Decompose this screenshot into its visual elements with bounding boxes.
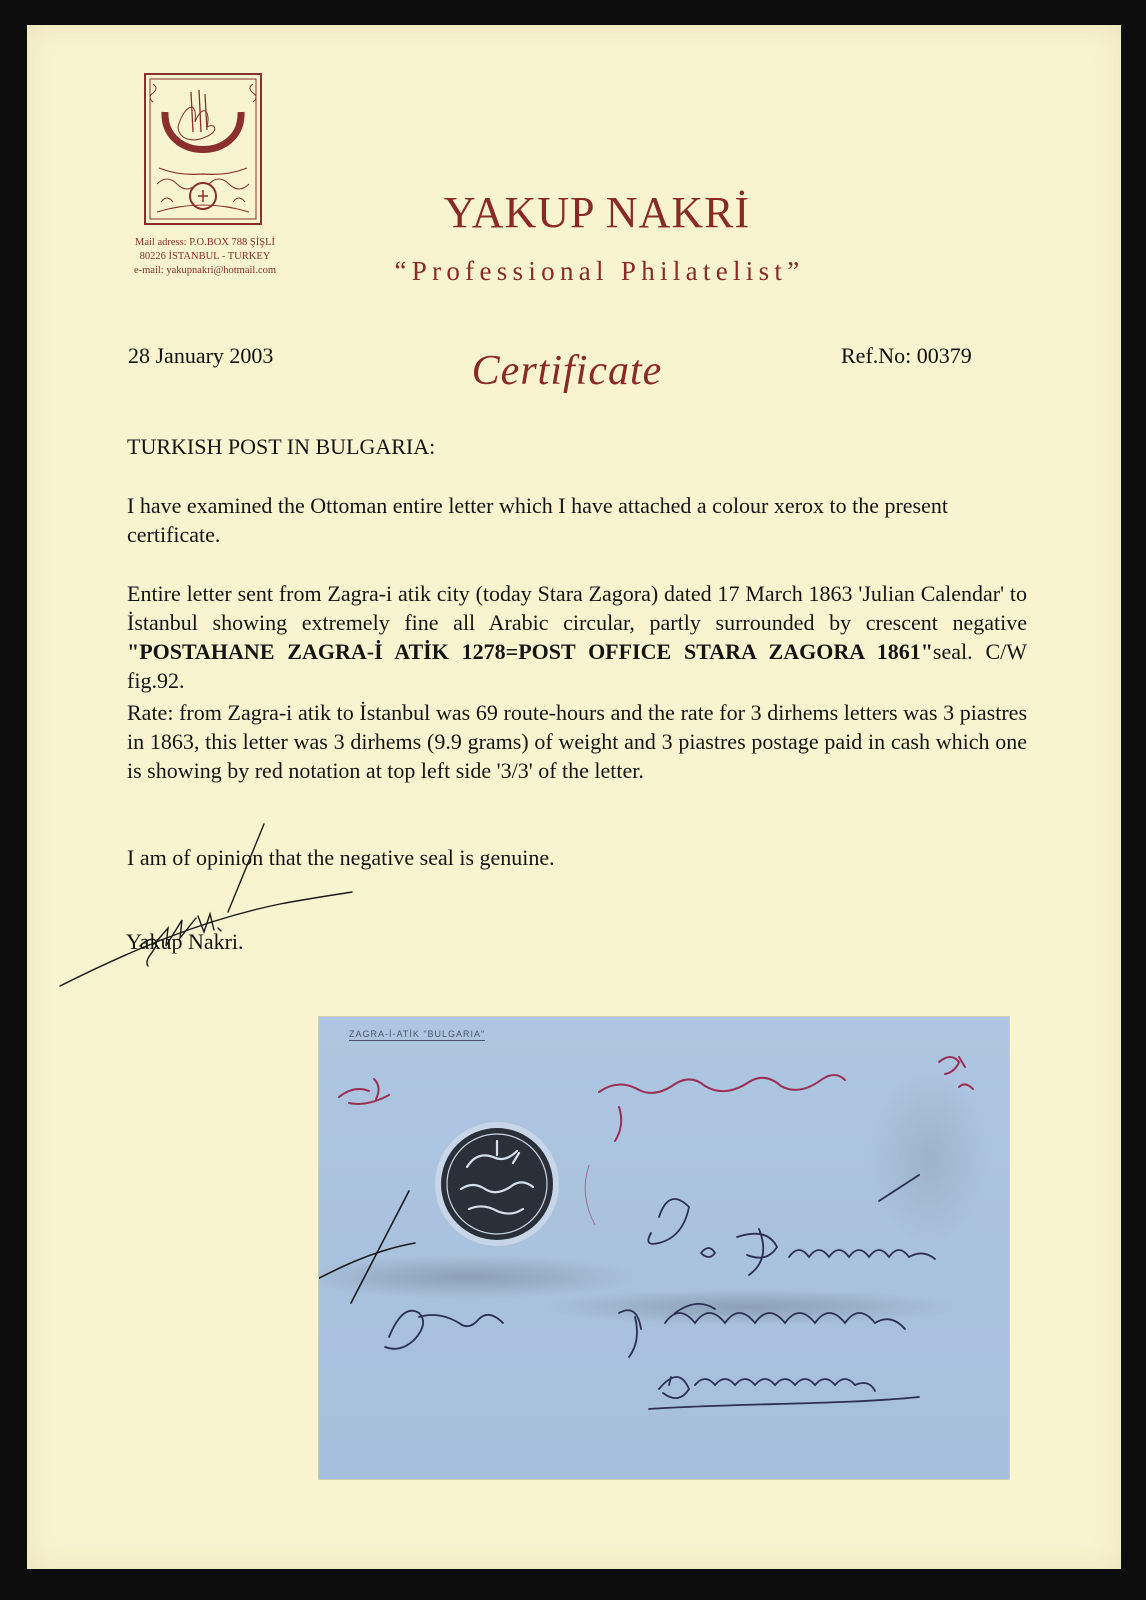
pencil-annotation: ZAGRA-İ-ATİK "BULGARIA": [349, 1029, 486, 1039]
signatory-name: Yakup Nakri.: [126, 929, 244, 954]
reference-number: Ref.No: 00379: [841, 343, 972, 368]
description-intro: Entire letter sent from Zagra-i atik city (today Stara Zagora) dated 17 March 1863 'Julian Calendar' to İstanbul showing extremely fine all Arabic circular, partly surrounded by crescent negative: [127, 581, 1027, 635]
description-end: seal. C/W fig.92.: [127, 639, 1027, 693]
mail-city-line: 80226 İSTANBUL - TURKEY: [139, 251, 271, 262]
brand-tagline: “Professional Philatelist”: [394, 256, 805, 286]
negative-circular-seal-icon: [435, 1122, 559, 1246]
letter-photo: [319, 1017, 1009, 1479]
tughra-stamp-icon: [143, 72, 263, 226]
section-heading: TURKISH POST IN BULGARIA:: [127, 434, 436, 459]
mail-address-block: [112, 236, 298, 278]
mail-address-line: Mail adress: P.O.BOX 788 ŞİŞLİ: [134, 237, 275, 248]
seal-inscription: "POSTAHANE ZAGRA-İ ATİK 1278=POST OFFICE STARA ZAGORA 1861": [127, 639, 933, 664]
certificate-sheet: [27, 25, 1121, 1569]
paragraph-rate: Rate: from Zagra-i atik to İstanbul was 69 route-hours and the rate for 3 dirhems letters was 3 piastres in 1863, this letter was 3 dirhems (9.9 grams) of weight and 3 piastres postage paid in cash which one is showing by red notation at top left side '3/3' of the letter.: [127, 700, 1027, 783]
paragraph-opinion: I am of opinion that the negative seal is genuine.: [127, 845, 555, 870]
handwritten-signature-icon: [52, 820, 372, 1000]
certificate-date: 28 January 2003: [128, 343, 274, 368]
handwritten-address-icon: [319, 1017, 1009, 1479]
email-line: e-mail: yakupnakri@hotmail.com: [133, 265, 277, 276]
brand-name: YAKUP NAKRİ: [443, 188, 751, 237]
paragraph-examination: I have examined the Ottoman entire letter which I have attached a colour xerox to the present certificate.: [127, 493, 948, 547]
certificate-title: Certificate: [471, 348, 663, 394]
paragraph-description: [127, 579, 1027, 695]
